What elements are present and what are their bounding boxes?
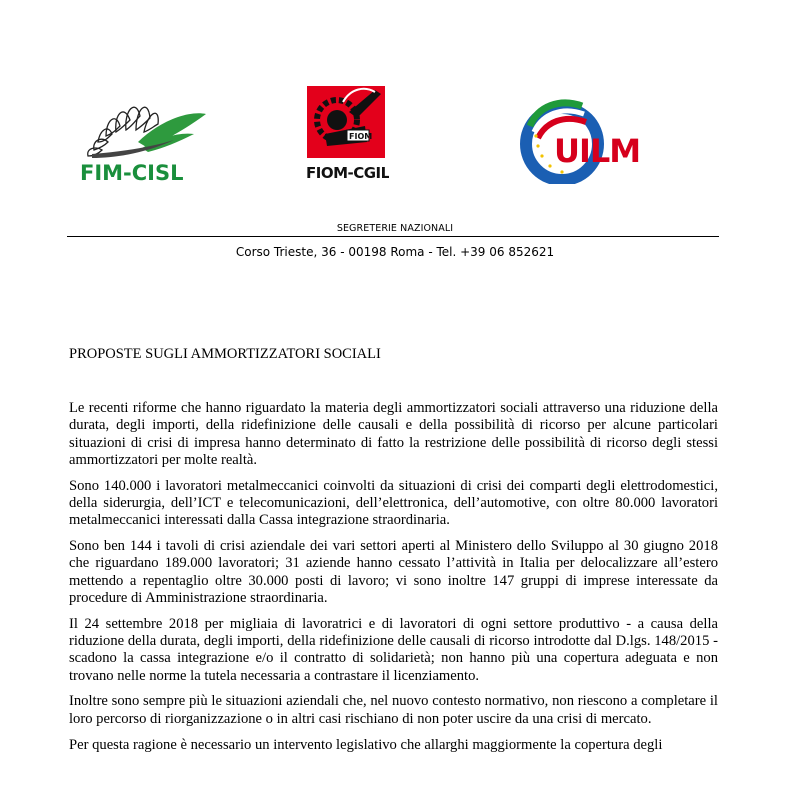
svg-text:FIOM: FIOM [349, 132, 373, 141]
paragraph: Sono 140.000 i lavoratori metalmeccanici coinvolti da situazioni di crisi dei comparti degli elettrodomestici, della siderurgia, dell’ICT e telecomunicazioni, dell’elettronica, dell’automotive, con oltre 80.000 lavoratori metalmeccanici interessati dalla Cassa integrazione straordinaria. [69, 477, 718, 529]
segreterie-label: SEGRETERIE NAZIONALI [336, 223, 454, 234]
uilm-wordmark: UILM [554, 132, 641, 170]
fiom-cgil-logo [305, 82, 389, 182]
address-line: Corso Trieste, 36 - 00198 Roma - Tel. +39 06 852621 [235, 245, 555, 259]
uilm-tricolor-icon [520, 96, 654, 184]
header-divider [67, 236, 719, 237]
fim-cisl-flower-icon [78, 92, 210, 184]
paragraph: Le recenti riforme che hanno riguardato la materia degli ammortizzatori sociali attraverso una riduzione della durata, degli importi, della ridefinizione delle causali e della possibilità di ricorso per alcune particolari situazioni di crisi di impresa hanno determinato di fatto la restrizione delle possibilità di ricorso degli stessi ammortizzatori per molte realtà. [69, 400, 718, 468]
fiom-cgil-wordmark: FIOM-CGIL [306, 164, 389, 182]
paragraph: Inoltre sono sempre più le situazioni aziendali che, nel nuovo contesto normativo, non riescono a completare il loro percorso di riorganizzazione o in altri casi rischiano di non poter uscire da una crisi di mercato. [69, 693, 718, 727]
document-title: PROPOSTE SUGLI AMMORTIZZATORI SOCIALI [69, 346, 381, 362]
paragraph: Sono ben 144 i tavoli di crisi aziendale dei vari settori aperti al Ministero dello Sviluppo al 30 giugno 2018 che riguardano 189.000 lavoratori; 31 aziende hanno cessato l’attività in Italia per delocalizzare all’estero mettendo a repentaglio oltre 30.000 posti di lavoro; vi sono inoltre 147 gruppi di imprese interessate da procedure di Amministrazione straordinaria. [69, 538, 718, 606]
fim-cisl-logo [78, 92, 210, 184]
document-body [69, 400, 718, 754]
paragraph: Per questa ragione è necessario un intervento legislativo che allarghi maggiormente la copertura degli [69, 736, 663, 753]
fim-cisl-wordmark: FIM-CISL [80, 161, 184, 184]
uilm-logo [520, 96, 654, 184]
paragraph: Il 24 settembre 2018 per migliaia di lavoratrici e di lavoratori di ogni settore produttivo - a causa della riduzione della durata, degli importi, della ridefinizione delle causali di ricorso introdotte dal D.lgs. 148/2015 - scadono la cassa integrazione e/o il contratto di solidarietà; non hanno più una copertura adeguata e non trovano nelle norme la tutela necessaria a contrastare il licenziamento. [69, 615, 718, 684]
fiom-cgil-worker-icon [305, 82, 389, 182]
